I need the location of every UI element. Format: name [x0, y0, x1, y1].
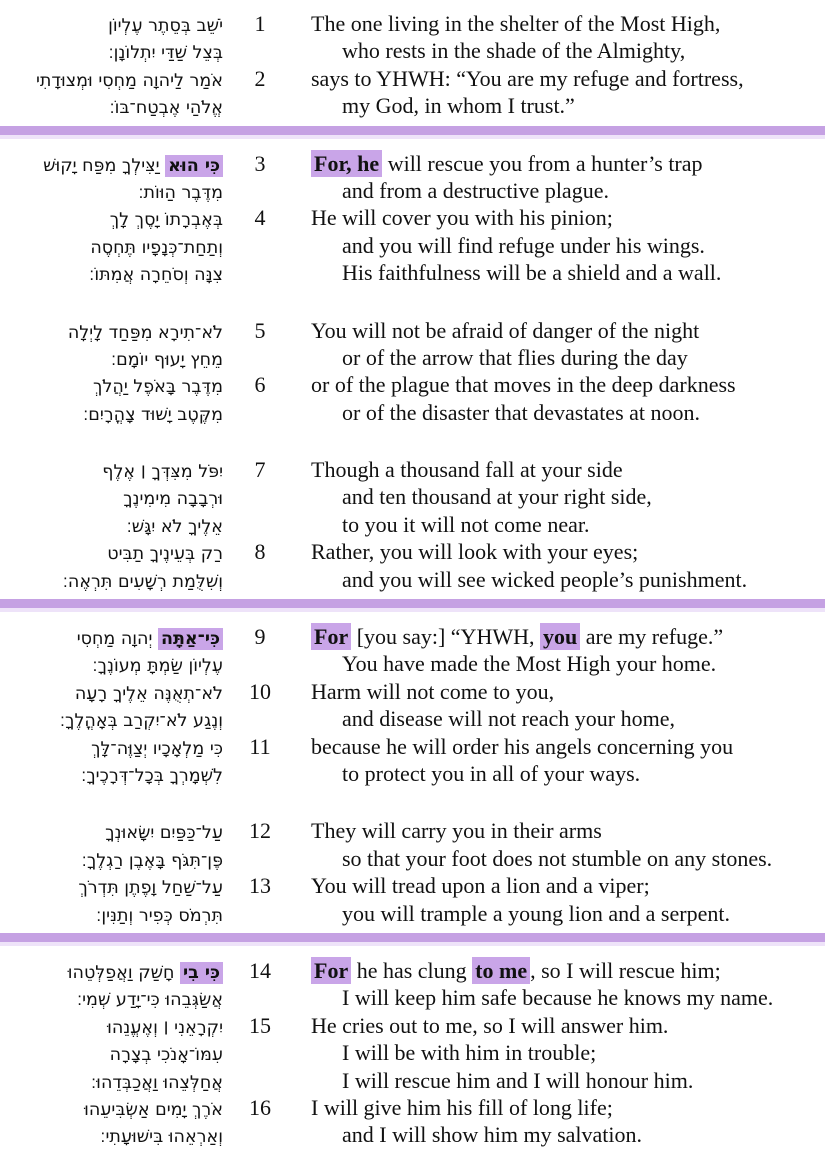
english-segment: you will trample a young lion and a serpent.	[342, 900, 730, 926]
hebrew-text	[0, 207, 228, 234]
hebrew-segment: יַצִּילְךָ מִפַּח יָקוּשׁ	[43, 155, 166, 176]
verse-number: 7	[254, 457, 266, 483]
hebrew-segment: מִקֶּטֶב יָשׁוּד צָהֳרָיִם׃	[83, 404, 223, 425]
english-segment: Harm will not come to you,	[311, 678, 555, 704]
highlighted-english-segment: For, he	[311, 150, 382, 177]
english-text	[292, 760, 825, 787]
verse-number: 4	[254, 205, 266, 231]
english-segment: They will carry you in their arms	[311, 818, 602, 844]
verse-line-row	[0, 65, 825, 92]
english-segment: He will cover you with his pinion;	[311, 205, 613, 231]
english-segment: Though a thousand fall at your side	[311, 457, 623, 483]
english-text	[292, 1121, 825, 1148]
verse-number: 2	[254, 65, 266, 91]
english-text	[292, 511, 825, 538]
hebrew-segment: כִּי מַלְאָכָיו יְצַוֶּה־לָּךְ	[91, 738, 223, 759]
hebrew-text	[0, 262, 228, 289]
verse-line-row	[0, 511, 825, 538]
hebrew-text	[0, 820, 228, 847]
verse-number: 9	[254, 624, 266, 650]
english-segment: says to YHWH: “You are my refuge and fortress,	[311, 65, 744, 91]
verse-block	[0, 10, 825, 120]
hebrew-text	[0, 180, 228, 207]
hebrew-text	[0, 653, 228, 680]
english-text	[292, 483, 825, 510]
english-segment: to protect you in all of your ways.	[342, 760, 641, 786]
hebrew-segment: יִקְרָאֵנִי ׀ וְאֶעֱנֵהוּ	[107, 1017, 223, 1038]
verse-line-row	[0, 456, 825, 483]
hebrew-segment: בְּצֵל שַׁדַּי יִתְלוֹנָן׃	[108, 43, 223, 64]
highlighted-hebrew-segment: כִּי בִי	[180, 962, 223, 984]
english-segment: to you it will not come near.	[342, 511, 590, 537]
hebrew-text	[0, 514, 228, 541]
english-segment: I will keep him safe because he knows my name.	[342, 985, 774, 1011]
english-text	[292, 259, 825, 286]
section-divider	[0, 599, 825, 612]
verse-line-row	[0, 177, 825, 204]
english-segment: will rescue you from a hunter’s trap	[382, 150, 703, 176]
verse-number: 16	[249, 1094, 271, 1120]
hebrew-segment: יְהוָה מַחְסִי	[76, 629, 158, 650]
english-text	[292, 566, 825, 593]
verse-line-row	[0, 984, 825, 1011]
verse-number: 15	[249, 1012, 271, 1038]
hebrew-segment: אֱלֹהַי אֶבְטַח־בּוֹ׃	[109, 98, 223, 119]
hebrew-segment: יֹשֵׁב בְּסֵתֶר עֶלְיוֹן	[108, 16, 223, 36]
verse-line-row	[0, 678, 825, 705]
hebrew-segment: אֹרֶךְ יָמִים אַשְׂבִּיעֵהוּ	[84, 1099, 223, 1120]
hebrew-text	[0, 486, 228, 513]
hebrew-segment: עִמּוֹ־אָנֹכִי בְצָרָה	[109, 1045, 223, 1066]
verse-line-row	[0, 371, 825, 398]
english-segment: because he will order his angels concerning you	[311, 733, 734, 759]
english-segment: and you will find refuge under his wings.	[342, 232, 705, 258]
hebrew-text	[0, 569, 228, 596]
hebrew-text	[0, 347, 228, 374]
hebrew-text	[0, 875, 228, 902]
english-segment: You will tread upon a lion and a viper;	[311, 873, 650, 899]
english-segment: I will be with him in trouble;	[342, 1040, 597, 1066]
english-text	[292, 1012, 825, 1039]
highlighted-english-segment: to me	[472, 957, 530, 984]
hebrew-text	[0, 459, 228, 486]
english-segment: or of the disaster that devastates at noon.	[342, 399, 701, 425]
english-text	[292, 845, 825, 872]
hebrew-segment: לִשְׁמָרְךָ בְּכָל־דְּרָכֶיךָ׃	[81, 765, 223, 786]
english-text	[292, 733, 825, 760]
hebrew-text	[0, 763, 228, 790]
verse-number: 3	[254, 150, 266, 176]
english-text	[292, 872, 825, 899]
hebrew-segment: בְּאֶבְרָתוֹ יָסֶךְ לָךְ	[109, 210, 223, 231]
english-segment: and from a destructive plague.	[342, 177, 609, 203]
hebrew-text	[0, 626, 228, 653]
english-segment: or of the arrow that flies during the day	[342, 344, 688, 370]
verse-line-row	[0, 92, 825, 119]
english-segment: , so I will rescue him;	[530, 957, 721, 983]
hebrew-text	[0, 1042, 228, 1069]
verse-line-row	[0, 900, 825, 927]
english-segment: and you will see wicked people’s punishment.	[342, 566, 748, 592]
hebrew-segment: מִדֶּבֶר הַוּוֹת׃	[138, 182, 223, 203]
english-segment: Rather, you will look with your eyes;	[311, 539, 639, 565]
english-segment: he has clung	[351, 957, 473, 983]
highlighted-hebrew-segment: כִּי הוּא	[165, 155, 223, 177]
hebrew-segment: וְנֶגַע לֹא־יִקְרַב בְּאָהֳלֶךָ׃	[59, 711, 223, 732]
english-segment: and disease will not reach your home,	[342, 706, 675, 732]
english-text	[292, 399, 825, 426]
hebrew-text	[0, 13, 228, 40]
hebrew-text	[0, 374, 228, 401]
verse-number: 13	[249, 873, 271, 899]
verse-line-row	[0, 344, 825, 371]
english-segment: are my refuge.”	[580, 624, 724, 650]
english-text	[292, 317, 825, 344]
verse-line-row	[0, 483, 825, 510]
english-text	[292, 623, 825, 650]
english-text	[292, 650, 825, 677]
hebrew-segment: צִנָּה וְסֹחֵרָה אֲמִתּוֹ׃	[89, 265, 223, 286]
verse-line-row	[0, 1094, 825, 1121]
hebrew-segment: עֶלְיוֹן שַׂמְתָּ מְעוֹנֶךָ׃	[92, 656, 223, 677]
english-segment: and I will show him my salvation.	[342, 1122, 643, 1148]
verse-line-row	[0, 538, 825, 565]
english-text	[292, 984, 825, 1011]
english-text	[292, 1094, 825, 1121]
hebrew-segment: תִּרְמֹס כְּפִיר וְתַנִּין׃	[96, 905, 223, 926]
hebrew-segment: עַל־שַׁחַל וָפֶתֶן תִּדְרֹךְ	[78, 878, 223, 899]
english-text	[292, 177, 825, 204]
psalm-section	[0, 957, 825, 1149]
verse-line-row	[0, 1039, 825, 1066]
english-text	[292, 371, 825, 398]
english-segment: [you say:] “YHWH,	[351, 624, 540, 650]
hebrew-text	[0, 1097, 228, 1124]
hebrew-segment: רַק בְּעֵינֶיךָ תַבִּיט	[107, 544, 223, 565]
verse-line-row	[0, 705, 825, 732]
verse-line-row	[0, 733, 825, 760]
english-segment: who rests in the shade of the Almighty,	[342, 38, 686, 64]
verse-block	[0, 623, 825, 787]
verse-line-row	[0, 1012, 825, 1039]
hebrew-text	[0, 903, 228, 930]
hebrew-segment: לֹא־תְאֻנֶּה אֵלֶיךָ רָעָה	[74, 683, 223, 704]
verse-line-row	[0, 10, 825, 37]
english-text	[292, 817, 825, 844]
hebrew-text	[0, 40, 228, 67]
hebrew-segment: אֵלֶיךָ לֹא יִגָּשׁ׃	[126, 516, 223, 537]
english-text	[292, 538, 825, 565]
hebrew-segment: מֵחֵץ יָעוּף יוֹמָם׃	[110, 349, 223, 370]
english-text	[292, 204, 825, 231]
verse-block	[0, 456, 825, 593]
hebrew-text	[0, 848, 228, 875]
english-text	[292, 344, 825, 371]
verse-line-row	[0, 399, 825, 426]
verse-number: 14	[249, 957, 271, 983]
verse-number: 1	[254, 11, 266, 36]
english-text	[292, 37, 825, 64]
english-segment: I will give him his fill of long life;	[311, 1094, 613, 1120]
hebrew-segment: חָשַׁק וַאֲפַלְּטֵהוּ	[67, 962, 181, 983]
hebrew-text	[0, 402, 228, 429]
verse-line-row	[0, 817, 825, 844]
section-divider	[0, 933, 825, 946]
english-text	[292, 900, 825, 927]
verse-line-row	[0, 259, 825, 286]
verse-line-row	[0, 37, 825, 64]
verse-line-row	[0, 845, 825, 872]
hebrew-segment: אֲחַלְּצֵהוּ וַאֲכַבְּדֵהוּ׃	[91, 1072, 223, 1093]
hebrew-text	[0, 320, 228, 347]
english-text	[292, 1067, 825, 1094]
english-text	[292, 456, 825, 483]
english-text	[292, 705, 825, 732]
hebrew-segment: וּרְבָבָה מִימִינֶךָ	[123, 489, 223, 510]
english-text	[292, 92, 825, 119]
verse-block	[0, 957, 825, 1149]
verse-line-row	[0, 650, 825, 677]
hebrew-segment: עַל־כַּפַּיִם יִשָּׂאוּנְךָ	[105, 823, 223, 844]
verse-line-row	[0, 150, 825, 177]
psalm-section	[0, 150, 825, 593]
hebrew-segment: וְשִׁלֻּמַת רְשָׁעִים תִּרְאֶה׃	[62, 571, 223, 592]
hebrew-text	[0, 1070, 228, 1097]
english-text	[292, 678, 825, 705]
verse-line-row	[0, 760, 825, 787]
hebrew-segment: לֹא־תִירָא מִפַּחַד לָיְלָה	[67, 322, 223, 343]
hebrew-text	[0, 960, 228, 987]
english-text	[292, 150, 825, 177]
english-segment: The one living in the shelter of the Most High,	[311, 11, 721, 36]
english-text	[292, 65, 825, 92]
english-text	[292, 10, 825, 37]
hebrew-text	[0, 1015, 228, 1042]
verse-number: 11	[249, 733, 271, 759]
verse-block	[0, 817, 825, 927]
verse-line-row	[0, 1067, 825, 1094]
hebrew-text	[0, 541, 228, 568]
english-segment: or of the plague that moves in the deep darkness	[311, 372, 736, 398]
english-segment: my God, in whom I trust.”	[342, 93, 575, 119]
english-segment: You will not be afraid of danger of the night	[311, 317, 700, 343]
hebrew-text	[0, 708, 228, 735]
highlighted-english-segment: For	[311, 623, 351, 650]
psalm-section	[0, 623, 825, 927]
section-divider	[0, 126, 825, 139]
verse-line-row	[0, 623, 825, 650]
hebrew-text	[0, 736, 228, 763]
english-text	[292, 1039, 825, 1066]
hebrew-text	[0, 153, 228, 180]
english-segment: and ten thousand at your right side,	[342, 484, 652, 510]
verse-line-row	[0, 566, 825, 593]
verse-line-row	[0, 957, 825, 984]
hebrew-text	[0, 1124, 228, 1151]
highlighted-hebrew-segment: כִּי־אַתָּה	[158, 628, 223, 650]
hebrew-segment: אֲשַׂגְּבֵהוּ כִּי־יָדַע שְׁמִי׃	[76, 990, 223, 1011]
english-segment: so that your foot does not stumble on any stones.	[342, 845, 773, 871]
hebrew-segment: פֶּן־תִּגֹּף בָּאֶבֶן רַגְלֶךָ׃	[81, 850, 223, 871]
english-segment: His faithfulness will be a shield and a wall.	[342, 260, 722, 286]
highlighted-english-segment: you	[540, 623, 580, 650]
hebrew-segment: מִדֶּבֶר בָּאֹפֶל יַהֲלֹךְ	[93, 377, 223, 398]
verse-number: 6	[254, 372, 266, 398]
hebrew-segment: אֹמַר לַיהוָה מַחְסִי וּמְצוּדָתִי	[35, 70, 223, 91]
verse-block	[0, 150, 825, 287]
hebrew-text	[0, 95, 228, 122]
hebrew-segment: יִפֹּל מִצִּדְּךָ ׀ אֶלֶף	[102, 462, 223, 483]
verse-number: 10	[249, 678, 271, 704]
hebrew-text	[0, 681, 228, 708]
hebrew-text	[0, 68, 228, 95]
hebrew-text	[0, 235, 228, 262]
english-segment: I will rescue him and I will honour him.	[342, 1067, 694, 1093]
hebrew-segment: וְאַרְאֵהוּ בִּישׁוּעָתִי׃	[100, 1127, 223, 1148]
english-segment: He cries out to me, so I will answer him.	[311, 1012, 669, 1038]
psalm-body	[0, 10, 825, 1149]
verse-number: 12	[249, 818, 271, 844]
verse-line-row	[0, 1121, 825, 1148]
verse-block	[0, 317, 825, 427]
psalm-section	[0, 10, 825, 120]
hebrew-text	[0, 987, 228, 1014]
english-text	[292, 232, 825, 259]
verse-line-row	[0, 232, 825, 259]
verse-line-row	[0, 317, 825, 344]
verse-number: 8	[254, 539, 266, 565]
verse-line-row	[0, 872, 825, 899]
highlighted-english-segment: For	[311, 957, 351, 984]
english-text	[292, 957, 825, 984]
hebrew-segment: וְתַחַת־כְּנָפָיו תֶּחְסֶה	[90, 237, 223, 258]
english-segment: You have made the Most High your home.	[342, 651, 717, 677]
verse-number: 5	[254, 317, 266, 343]
verse-line-row	[0, 204, 825, 231]
